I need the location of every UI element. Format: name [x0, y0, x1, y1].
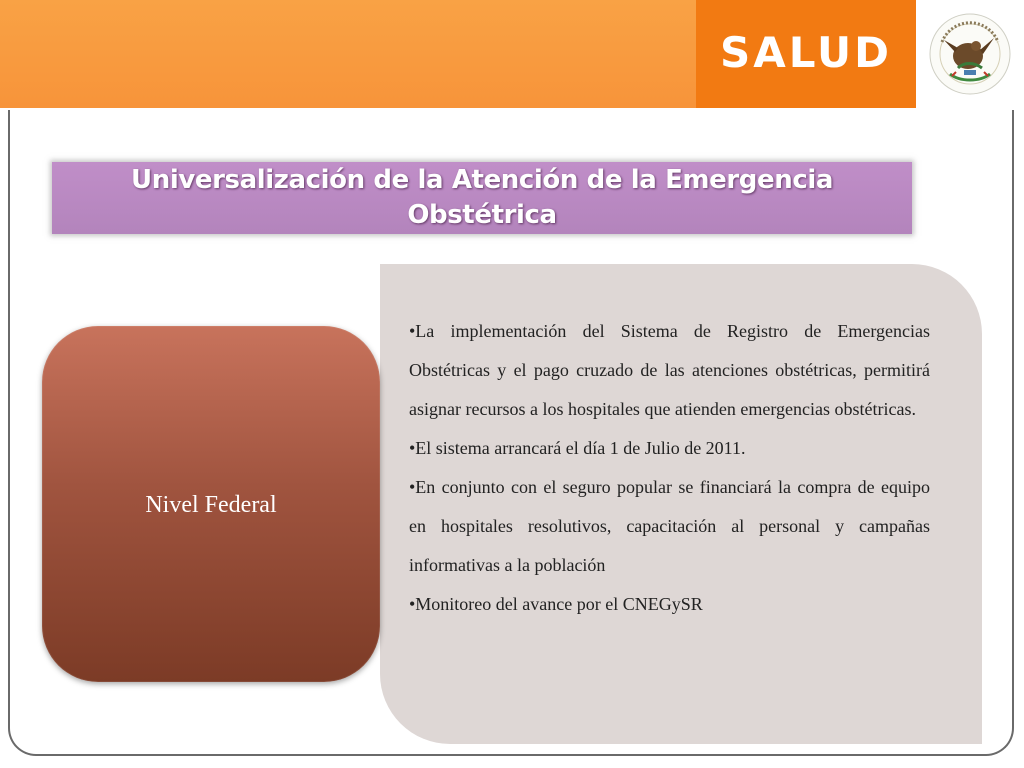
header-band	[0, 0, 696, 108]
bullet-item: •En conjunto con el seguro popular se financiará la compra de equipo en hospitales resolutivos, capacitación al personal y campañas informativas a la población	[409, 477, 930, 575]
brand-logo-text: SALUD	[720, 27, 892, 77]
level-label: Nivel Federal	[145, 491, 277, 518]
level-box	[42, 326, 380, 682]
bullet-item: •La implementación del Sistema de Registro de Emergencias Obstétricas y el pago cruzado de las atenciones obstétricas, permitirá asignar recursos a los hospitales que atienden emergencias obstétricas.	[409, 321, 930, 419]
seal-container	[916, 0, 1024, 108]
brand-block	[696, 0, 916, 108]
bullet-item: •Monitoreo del avance por el CNEGySR	[409, 594, 703, 614]
slide-title: Universalización de la Atención de la Emergencia Obstétrica	[131, 165, 833, 230]
bullet-list	[409, 312, 930, 624]
bullet-item: •El sistema arrancará el día 1 de Julio de 2011.	[409, 438, 746, 458]
title-banner	[52, 162, 912, 234]
national-seal-icon	[928, 12, 1012, 96]
